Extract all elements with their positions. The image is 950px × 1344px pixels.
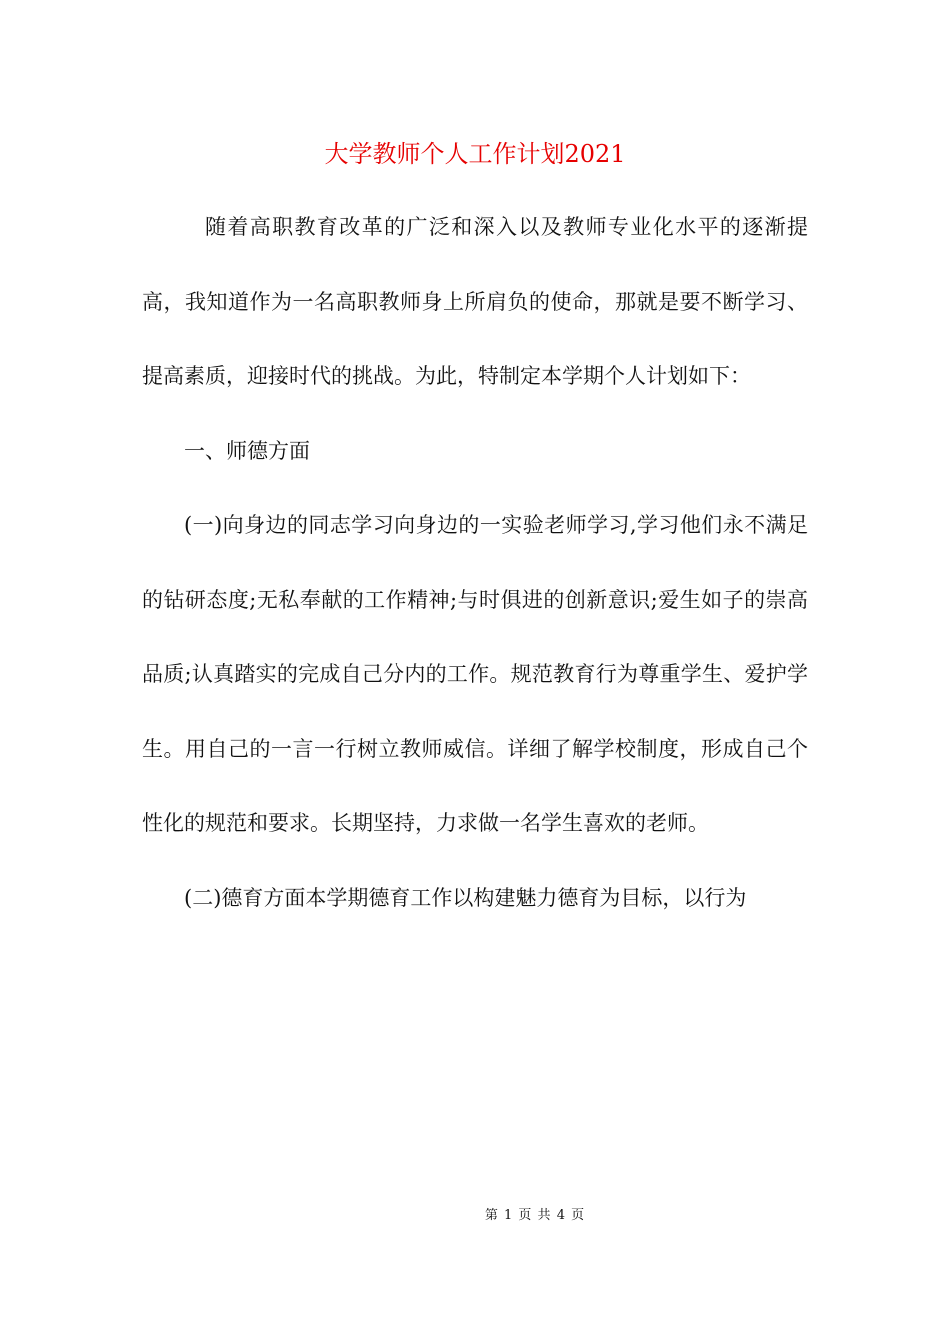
paragraph-item-2: (二)德育方面本学期德育工作以构建魅力德育为目标，以行为 (184, 885, 747, 910)
page-number-label: 第 1 页 共 4 页 (484, 1208, 586, 1223)
document-title: 大学教师个人工作计划2021 (324, 140, 626, 168)
section-heading-ethics: 一、师德方面 (184, 438, 310, 463)
paragraph-item-1: (一)向身边的同志学习向身边的一实验老师学习,学习他们永不满足的钻研态度;无私奉献的工作精神;与时俱进的创新意识;爱生如子的崇高品质;认真踏实的完成自己分内的工作。规范教育行为尊重学生、爱护学生。用自己的一言一行树立教师威信。详细了解学校制度，形成自己个性化的规范和要求。长期坚持，力求做一名学生喜欢的老师。 (142, 513, 808, 835)
document-body (142, 190, 808, 935)
paragraph-intro: 随着高职教育改革的广泛和深入以及教师专业化水平的逐渐提高，我知道作为一名高职教师身上所肩负的使命，那就是要不断学习、提高素质，迎接时代的挑战。为此，特制定本学期个人计划如下： (142, 215, 808, 388)
page-footer (0, 1207, 950, 1225)
